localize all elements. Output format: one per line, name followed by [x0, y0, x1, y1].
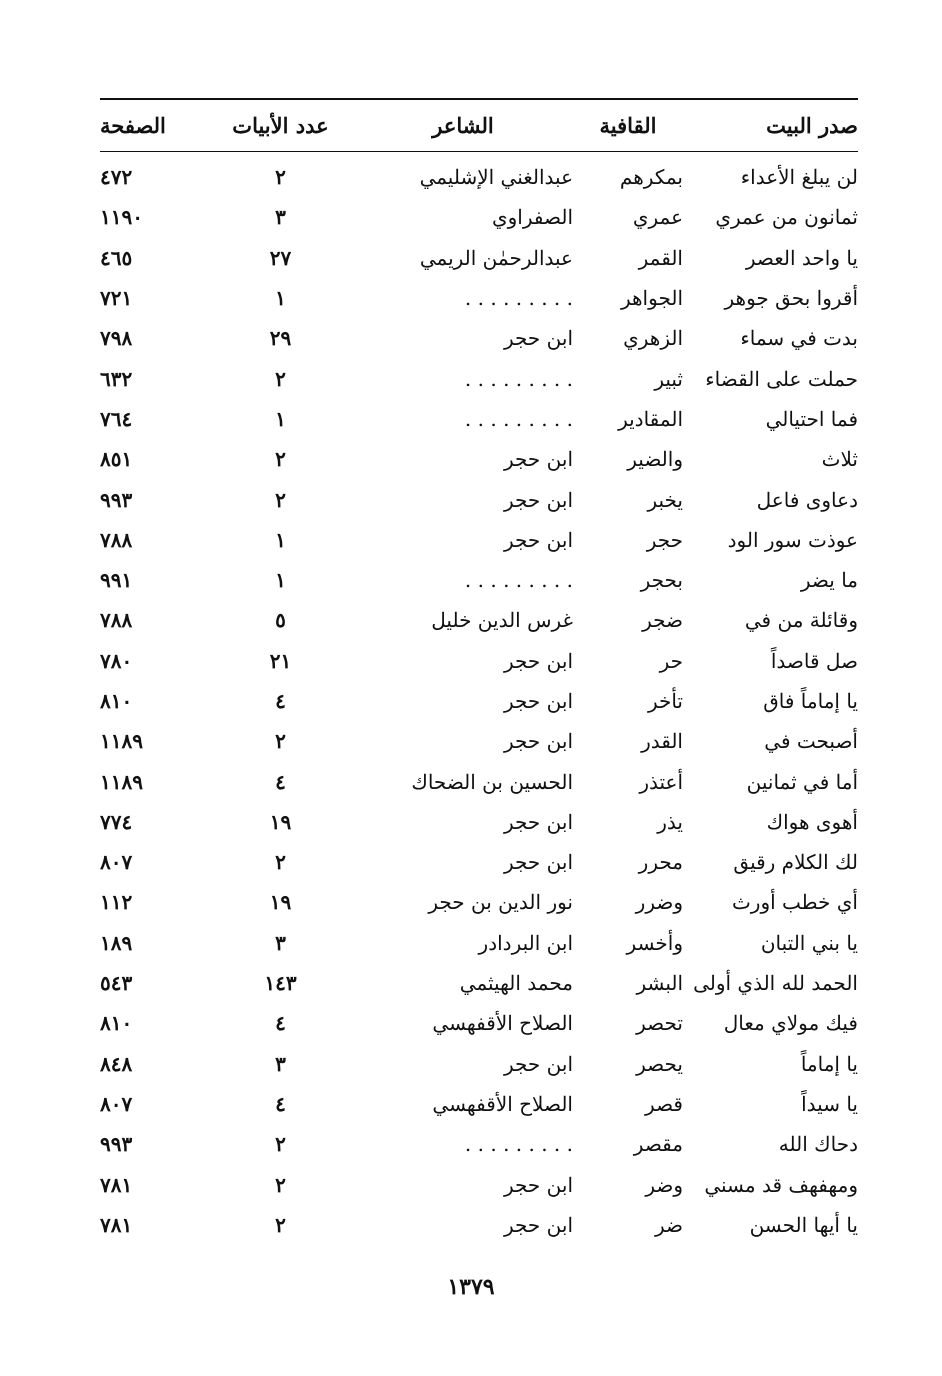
cell-poet: ابن حجر: [503, 850, 573, 875]
cell-verse: ما يضر: [800, 568, 858, 593]
cell-rhyme: محرر: [638, 850, 683, 875]
cell-verse: أي خطب أورث: [731, 890, 858, 915]
cell-count: ٢: [275, 487, 286, 512]
cell-verse: لن يبلغ الأعداء: [740, 165, 858, 190]
cell-verse: يا واحد العصر: [745, 245, 858, 270]
cell-poet: ابن حجر: [503, 447, 573, 472]
table-row: [100, 479, 858, 519]
table-row: [100, 238, 858, 278]
cell-poet: غرس الدين خليل: [431, 608, 573, 633]
cell-rhyme: وضر: [645, 1172, 683, 1197]
cell-page: ٩٩٣: [100, 1132, 133, 1157]
cell-count: ١: [275, 568, 286, 593]
cell-rhyme: يذر: [657, 809, 683, 834]
cell-count: ٢: [275, 366, 286, 391]
cell-rhyme: تحصر: [636, 1011, 683, 1036]
cell-rhyme: ضر: [654, 1212, 683, 1237]
cell-page: ٨٠٧: [100, 1091, 133, 1116]
cell-count: ٢٩: [269, 326, 292, 351]
cell-page: ١٨٩: [100, 930, 133, 955]
header-rule: [100, 151, 858, 152]
cell-page: ٨٠٧: [100, 850, 133, 875]
cell-page: ١١٨٩: [100, 769, 143, 794]
cell-poet: ابن حجر: [503, 1051, 573, 1076]
table-header-row: [100, 100, 858, 151]
cell-count: ٢: [275, 850, 286, 875]
cell-poet: عبدالغني الإشليمي: [419, 165, 573, 190]
cell-page: ٤٦٥: [100, 245, 133, 270]
table-row: [100, 681, 858, 721]
cell-count: ٣: [275, 930, 286, 955]
cell-poet: . . . . . . . . .: [464, 568, 573, 593]
cell-rhyme: ضجر: [642, 608, 683, 633]
cell-poet: ابن حجر: [503, 729, 573, 754]
cell-rhyme: يحصر: [636, 1051, 683, 1076]
cell-rhyme: وأخسر: [626, 930, 683, 955]
cell-rhyme: أعتذر: [639, 769, 683, 794]
header-page: الصفحة: [100, 113, 166, 138]
cell-count: ١: [275, 286, 286, 311]
cell-rhyme: الزهري: [623, 326, 683, 351]
cell-poet: ابن حجر: [503, 648, 573, 673]
cell-rhyme: عمري: [632, 205, 683, 230]
cell-verse: دحاك الله: [778, 1132, 858, 1157]
cell-verse: أما في ثمانين: [746, 769, 858, 794]
table-row: [100, 1124, 858, 1164]
cell-page: ٧٦٤: [100, 406, 133, 431]
cell-poet: . . . . . . . . .: [464, 1132, 573, 1157]
cell-poet: محمد الهيثمي: [459, 971, 573, 996]
cell-rhyme: يخبر: [647, 487, 683, 512]
cell-verse: ثلاث: [821, 447, 858, 472]
cell-rhyme: حر: [659, 648, 683, 673]
table-row: [100, 318, 858, 358]
cell-page: ٨٥١: [100, 447, 133, 472]
cell-poet: الصفراوي: [491, 205, 573, 230]
cell-poet: ابن البردادر: [478, 930, 573, 955]
table-row: [100, 600, 858, 640]
cell-verse: يا أيها الحسن: [749, 1212, 858, 1237]
cell-verse: ومهفهف قد مسني: [704, 1172, 858, 1197]
cell-poet: ابن حجر: [503, 487, 573, 512]
cell-rhyme: بمكرهم: [619, 165, 683, 190]
cell-poet: الحسين بن الضحاك: [411, 769, 573, 794]
cell-page: ٧٨٠: [100, 648, 133, 673]
cell-poet: ابن حجر: [503, 1172, 573, 1197]
cell-count: ١: [275, 406, 286, 431]
cell-count: ٤: [275, 1091, 286, 1116]
cell-count: ٤: [275, 1011, 286, 1036]
cell-page: ٩٩١: [100, 568, 133, 593]
cell-verse: حملت على القضاء: [705, 366, 858, 391]
cell-rhyme: المقادير: [618, 406, 683, 431]
cell-rhyme: مقصر: [633, 1132, 683, 1157]
cell-poet: . . . . . . . . .: [464, 366, 573, 391]
cell-rhyme: الجواهر: [620, 286, 683, 311]
cell-rhyme: بحجر: [640, 568, 683, 593]
cell-poet: ابن حجر: [503, 326, 573, 351]
table-row: [100, 151, 858, 197]
cell-poet: . . . . . . . . .: [464, 286, 573, 311]
cell-poet: ابن حجر: [503, 527, 573, 552]
table-row: [100, 963, 858, 1003]
cell-page: ٧٨٨: [100, 527, 133, 552]
cell-rhyme: وضرر: [635, 890, 683, 915]
table-row: [100, 1003, 858, 1043]
page-number: ١٣٧٩: [447, 1274, 495, 1300]
cell-verse: أقروا بحق جوهر: [724, 286, 858, 311]
cell-count: ٣: [275, 1051, 286, 1076]
cell-page: ٤٧٢: [100, 165, 133, 190]
cell-page: ٩٩٣: [100, 487, 133, 512]
cell-verse: يا إماماً فاق: [763, 689, 858, 713]
cell-count: ٢: [275, 1172, 286, 1197]
cell-rhyme: القمر: [638, 245, 683, 270]
cell-count: ٢: [275, 1212, 286, 1237]
table-row: [100, 1205, 858, 1245]
cell-verse: صل قاصداً: [770, 648, 858, 673]
cell-page: ٧٧٤: [100, 809, 133, 834]
cell-count: ١٩: [269, 890, 292, 915]
cell-count: ١: [275, 527, 286, 552]
table-row: [100, 439, 858, 479]
cell-verse: دعاوى فاعل: [756, 487, 858, 512]
header-count: عدد الأبيات: [232, 113, 329, 138]
cell-poet: ابن حجر: [503, 809, 573, 834]
table-row: [100, 761, 858, 801]
cell-page: ١١٩٠: [100, 205, 143, 230]
table-row: [100, 802, 858, 842]
cell-rhyme: ثبير: [654, 366, 683, 391]
cell-rhyme: قصر: [645, 1091, 683, 1116]
table-row: [100, 1164, 858, 1204]
table-row: [100, 520, 858, 560]
cell-count: ١٩: [269, 809, 292, 834]
cell-count: ٢: [275, 165, 286, 190]
cell-poet: . . . . . . . . .: [464, 406, 573, 431]
cell-page: ٧٨١: [100, 1212, 133, 1237]
cell-rhyme: البشر: [636, 971, 683, 996]
cell-page: ٨١٠: [100, 689, 133, 713]
table-row: [100, 842, 858, 882]
table-row: [100, 1044, 858, 1084]
cell-count: ٢١: [269, 648, 292, 673]
cell-page: ٧٨١: [100, 1172, 133, 1197]
cell-verse: أصبحت في: [764, 729, 858, 754]
cell-count: ٢٧: [269, 245, 292, 270]
cell-verse: ثمانون من عمري: [715, 205, 858, 230]
cell-count: ٥: [275, 608, 286, 633]
cell-rhyme: والضير: [627, 447, 683, 472]
table-row: [100, 923, 858, 963]
cell-poet: ابن حجر: [503, 1212, 573, 1237]
cell-verse: بدت في سماء: [740, 326, 858, 351]
cell-count: ٤: [275, 689, 286, 713]
cell-verse: فما احتيالي: [765, 406, 858, 431]
table-row: [100, 641, 858, 681]
verse-index-table: [100, 100, 858, 1245]
cell-poet: الصلاح الأقفهسي: [432, 1091, 573, 1116]
cell-page: ١١٨٩: [100, 729, 143, 754]
cell-page: ٧٩٨: [100, 326, 133, 351]
cell-poet: الصلاح الأقفهسي: [432, 1011, 573, 1036]
cell-verse: وقائلة من في: [744, 608, 858, 633]
cell-count: ١٤٣: [264, 971, 297, 996]
cell-verse: يا سيداً: [801, 1091, 858, 1116]
cell-verse: لك الكلام رقيق: [733, 850, 858, 875]
header-verse: صدر البيت: [766, 113, 858, 138]
table-body: [100, 151, 858, 1245]
table-row: [100, 1084, 858, 1124]
cell-page: ٨١٠: [100, 1011, 133, 1036]
table-row: [100, 358, 858, 398]
cell-count: ٣: [275, 205, 286, 230]
cell-poet: ابن حجر: [503, 689, 573, 713]
table-row: [100, 197, 858, 237]
cell-rhyme: تأخر: [647, 689, 683, 713]
cell-count: ٤: [275, 769, 286, 794]
header-poet: الشاعر: [432, 113, 494, 138]
cell-page: ٧٨٨: [100, 608, 133, 633]
header-rhyme: القافية: [599, 113, 657, 138]
cell-rhyme: القدر: [641, 729, 683, 754]
cell-verse: يا بني التبان: [760, 930, 858, 955]
cell-rhyme: حجر: [646, 527, 683, 552]
cell-verse: يا إماماً: [800, 1051, 858, 1076]
cell-page: ٧٢١: [100, 286, 133, 311]
cell-page: ٦٣٢: [100, 366, 133, 391]
cell-count: ٢: [275, 447, 286, 472]
cell-poet: عبدالرحمٰن الريمي: [419, 245, 573, 270]
table-row: [100, 882, 858, 922]
cell-poet: نور الدين بن حجر: [428, 890, 573, 915]
cell-verse: فيك مولاي معال: [723, 1011, 858, 1036]
cell-count: ٢: [275, 1132, 286, 1157]
table-row: [100, 278, 858, 318]
cell-verse: الحمد لله الذي أولى: [693, 971, 858, 996]
cell-verse: عوذت سور الود: [727, 527, 858, 552]
cell-page: ١١٢: [100, 890, 133, 915]
table-row: [100, 560, 858, 600]
table-row: [100, 721, 858, 761]
cell-page: ٥٤٣: [100, 971, 133, 996]
cell-page: ٨٤٨: [100, 1051, 133, 1076]
table-row: [100, 399, 858, 439]
cell-verse: أهوى هواك: [766, 809, 858, 834]
cell-count: ٢: [275, 729, 286, 754]
